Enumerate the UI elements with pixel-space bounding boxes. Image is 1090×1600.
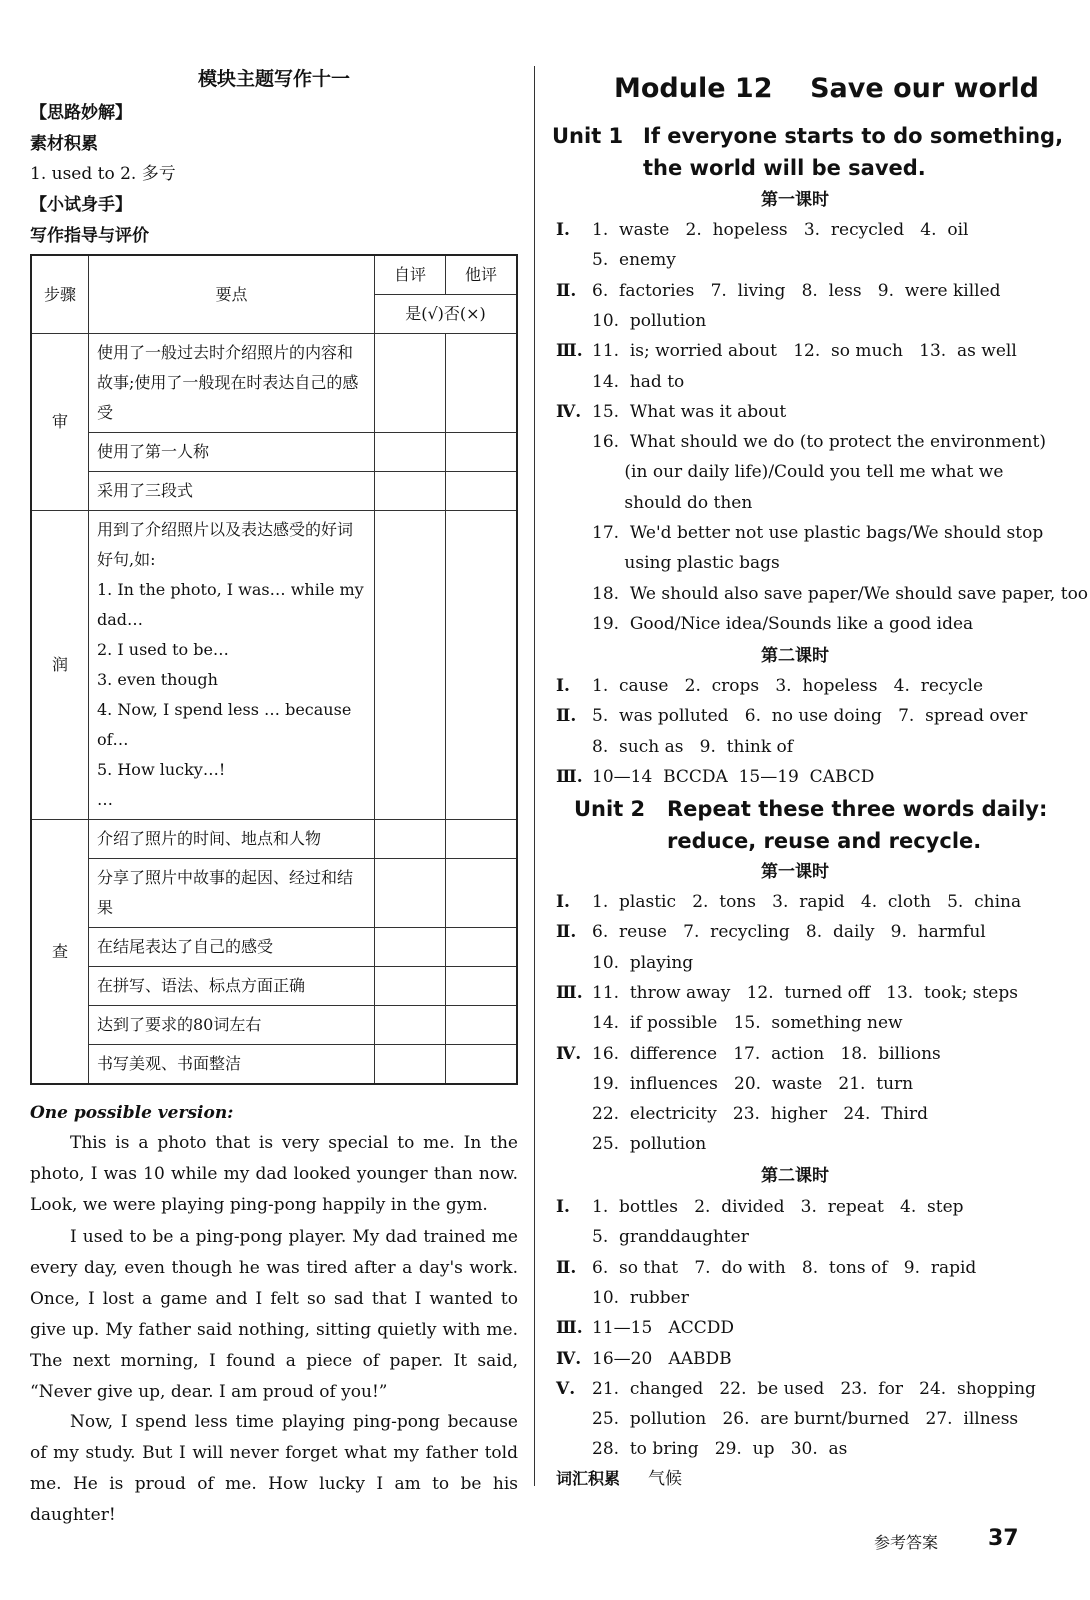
answer-line: 5. enemy <box>592 250 676 271</box>
answer-line: should do then <box>592 492 753 513</box>
section-numeral: Ⅱ. <box>556 280 577 301</box>
answer-line: 25. pollution <box>592 1134 707 1155</box>
answer-line: 6. so that 7. do with 8. tons of 9. rapid <box>592 1257 977 1278</box>
answer-line: 14. if possible 15. something new <box>592 1013 903 1034</box>
section-numeral: Ⅰ. <box>556 1197 570 1217</box>
other-check-cell[interactable] <box>446 859 518 928</box>
answer-line: 10. rubber <box>592 1287 689 1308</box>
answer-line: 6. reuse 7. recycling 8. daily 9. harmful <box>592 922 986 943</box>
practice-heading: 【小试身手】 <box>30 195 132 215</box>
other-check-cell[interactable] <box>446 334 518 433</box>
other-check-cell[interactable] <box>446 511 518 820</box>
step-label: 查 <box>31 820 89 1085</box>
lesson-heading: 第一课时 <box>761 190 829 210</box>
table-cell: 采用了三段式 <box>89 472 375 511</box>
lesson-heading: 第一课时 <box>761 862 829 882</box>
self-check-cell[interactable] <box>375 511 446 820</box>
answer-line: 16—20 AABDB <box>592 1348 732 1369</box>
vocab-heading: 词汇积累 <box>556 1469 621 1488</box>
answer-line: (in our daily life)/Could you tell me what we <box>592 462 1004 483</box>
answer-line: 14. had to <box>592 371 685 392</box>
answer-line: 11—15 ACCDD <box>592 1318 735 1339</box>
guide-heading: 写作指导与评价 <box>30 226 149 246</box>
section-numeral: Ⅳ. <box>556 1348 582 1369</box>
unit2-label: Unit 2 <box>574 797 646 821</box>
material-line: 1. used to 2. 多亏 <box>30 164 176 184</box>
unit1-label: Unit 1 <box>552 124 624 148</box>
table-cell: 书写美观、书面整洁 <box>89 1045 375 1085</box>
self-check-cell[interactable] <box>375 859 446 928</box>
section-numeral: Ⅰ. <box>556 892 570 912</box>
table-cell: 用到了介绍照片以及表达感受的好词好句,如: 1. In the photo, I was… while my dad… 2. I used to be… 3. even though 4. Now, I spend less … because of… 5. How lucky…! … <box>89 511 375 820</box>
page-number: 37 <box>988 1526 1019 1551</box>
table-cell: 介绍了照片的时间、地点和人物 <box>89 820 375 859</box>
self-check-cell[interactable] <box>375 433 446 472</box>
answer-line: 21. changed 22. be used 23. for 24. shopping <box>592 1378 1036 1399</box>
table-cell: 使用了一般过去时介绍照片的内容和故事;使用了一般现在时表达自己的感受 <box>89 334 375 433</box>
unit1-title-line2: the world will be saved. <box>643 156 926 180</box>
evaluation-table <box>30 254 518 1085</box>
step-label: 审 <box>31 334 89 511</box>
answer-line: 1. cause 2. crops 3. hopeless 4. recycle <box>592 676 984 696</box>
step-label: 润 <box>31 511 89 820</box>
answer-line: 16. What should we do (to protect the environment) <box>592 432 1046 453</box>
self-check-cell[interactable] <box>375 472 446 511</box>
unit2-title-line2: reduce, reuse and recycle. <box>667 829 982 853</box>
answer-line: 15. What was it about <box>592 401 787 422</box>
section-numeral: Ⅲ. <box>556 766 583 787</box>
table-cell: 使用了第一人称 <box>89 433 375 472</box>
answer-line: 22. electricity 23. higher 24. Third <box>592 1104 928 1125</box>
answer-line: 28. to bring 29. up 30. as <box>592 1439 848 1460</box>
section-numeral: Ⅱ. <box>556 1257 577 1278</box>
column-divider <box>534 66 535 1486</box>
footer-label: 参考答案 <box>874 1533 939 1552</box>
answer-line: using plastic bags <box>592 553 780 574</box>
answer-line: 10. pollution <box>592 310 707 331</box>
self-check-cell[interactable] <box>375 334 446 433</box>
section-numeral: Ⅳ. <box>556 401 582 422</box>
table-cell: 分享了照片中故事的起因、经过和结果 <box>89 859 375 928</box>
answer-line: 18. We should also save paper/We should save paper, too <box>592 583 1089 604</box>
answer-line: 1. plastic 2. tons 3. rapid 4. cloth 5. china <box>592 892 1022 912</box>
section-numeral: Ⅴ. <box>556 1378 576 1399</box>
header-self: 自评 <box>375 255 446 295</box>
answer-line: 25. pollution 26. are burnt/burned 27. illness <box>592 1409 1019 1430</box>
unit2-title-line1: Repeat these three words daily: <box>667 797 1048 821</box>
other-check-cell[interactable] <box>446 820 518 859</box>
vocab-word: 气候 <box>648 1469 682 1489</box>
section-numeral: Ⅱ. <box>556 922 577 943</box>
self-check-cell[interactable] <box>375 1045 446 1085</box>
answer-line: 6. factories 7. living 8. less 9. were killed <box>592 280 1001 301</box>
lesson-heading: 第二课时 <box>761 1166 829 1186</box>
section-numeral: Ⅱ. <box>556 706 577 727</box>
module-title: Module 12 Save our world <box>614 73 1039 104</box>
table-cell: 在结尾表达了自己的感受 <box>89 928 375 967</box>
answer-line: 1. bottles 2. divided 3. repeat 4. step <box>592 1197 964 1217</box>
thinking-heading: 【思路妙解】 <box>30 103 132 123</box>
lesson-heading: 第二课时 <box>761 646 829 666</box>
section-numeral: Ⅳ. <box>556 1043 582 1064</box>
section-numeral: Ⅰ. <box>556 220 570 240</box>
other-check-cell[interactable] <box>446 1006 518 1045</box>
writing-title: 模块主题写作十一 <box>197 68 350 90</box>
other-check-cell[interactable] <box>446 928 518 967</box>
other-check-cell[interactable] <box>446 967 518 1006</box>
answer-line: 10. playing <box>592 952 694 973</box>
other-check-cell[interactable] <box>446 472 518 511</box>
header-step: 步骤 <box>31 255 89 334</box>
other-check-cell[interactable] <box>446 433 518 472</box>
version-heading: One possible version: <box>30 1103 234 1123</box>
self-check-cell[interactable] <box>375 967 446 1006</box>
section-numeral: Ⅲ. <box>556 982 583 1003</box>
section-numeral: Ⅰ. <box>556 676 570 696</box>
self-check-cell[interactable] <box>375 928 446 967</box>
header-other: 他评 <box>446 255 518 295</box>
answer-line: 11. is; worried about 12. so much 13. as well <box>592 341 1017 362</box>
answer-line: 1. waste 2. hopeless 3. recycled 4. oil <box>592 220 969 240</box>
unit1-title-line1: If everyone starts to do something, <box>643 124 1064 148</box>
other-check-cell[interactable] <box>446 1045 518 1085</box>
answer-line: 19. Good/Nice idea/Sounds like a good idea <box>592 613 974 634</box>
essay-paragraph-2: I used to be a ping-pong player. My dad trained me every day, even though he was tired after a day's work. Once, I lost a game and I felt so sad that I wanted to give up. My father said nothing, sitting quietly with me. The next morning, I found a piece of paper. It said, “Never give up, dear. I am proud of you!” <box>30 1227 518 1402</box>
self-check-cell[interactable] <box>375 820 446 859</box>
material-heading: 素材积累 <box>30 134 98 154</box>
header-points: 要点 <box>89 255 375 334</box>
answer-line: 19. influences 20. waste 21. turn <box>592 1073 914 1094</box>
essay-paragraph-1: This is a photo that is very special to me. In the photo, I was 10 while my dad looked younger than now. Look, we were playing ping-pong happily in the gym. <box>30 1133 518 1215</box>
answer-line: 5. was polluted 6. no use doing 7. spread over <box>592 706 1028 727</box>
table-cell: 在拼写、语法、标点方面正确 <box>89 967 375 1006</box>
answer-line: 10—14 BCCDA 15—19 CABCD <box>592 766 875 787</box>
table-cell: 达到了要求的80词左右 <box>89 1006 375 1045</box>
self-check-cell[interactable] <box>375 1006 446 1045</box>
answer-line: 11. throw away 12. turned off 13. took; steps <box>592 982 1018 1003</box>
answer-line: 5. granddaughter <box>592 1227 749 1248</box>
essay-paragraph-3: Now, I spend less time playing ping-pong because of my study. But I will never forget what my father told me. He is proud of me. How lucky I am to be his daughter! <box>30 1412 518 1525</box>
header-yes-no: 是(√)否(×) <box>375 295 518 334</box>
section-numeral: Ⅲ. <box>556 1318 583 1339</box>
section-numeral: Ⅲ. <box>556 341 583 362</box>
answer-line: 8. such as 9. think of <box>592 736 794 757</box>
answer-line: 17. We'd better not use plastic bags/We should stop <box>592 523 1044 543</box>
answer-line: 16. difference 17. action 18. billions <box>592 1043 941 1064</box>
